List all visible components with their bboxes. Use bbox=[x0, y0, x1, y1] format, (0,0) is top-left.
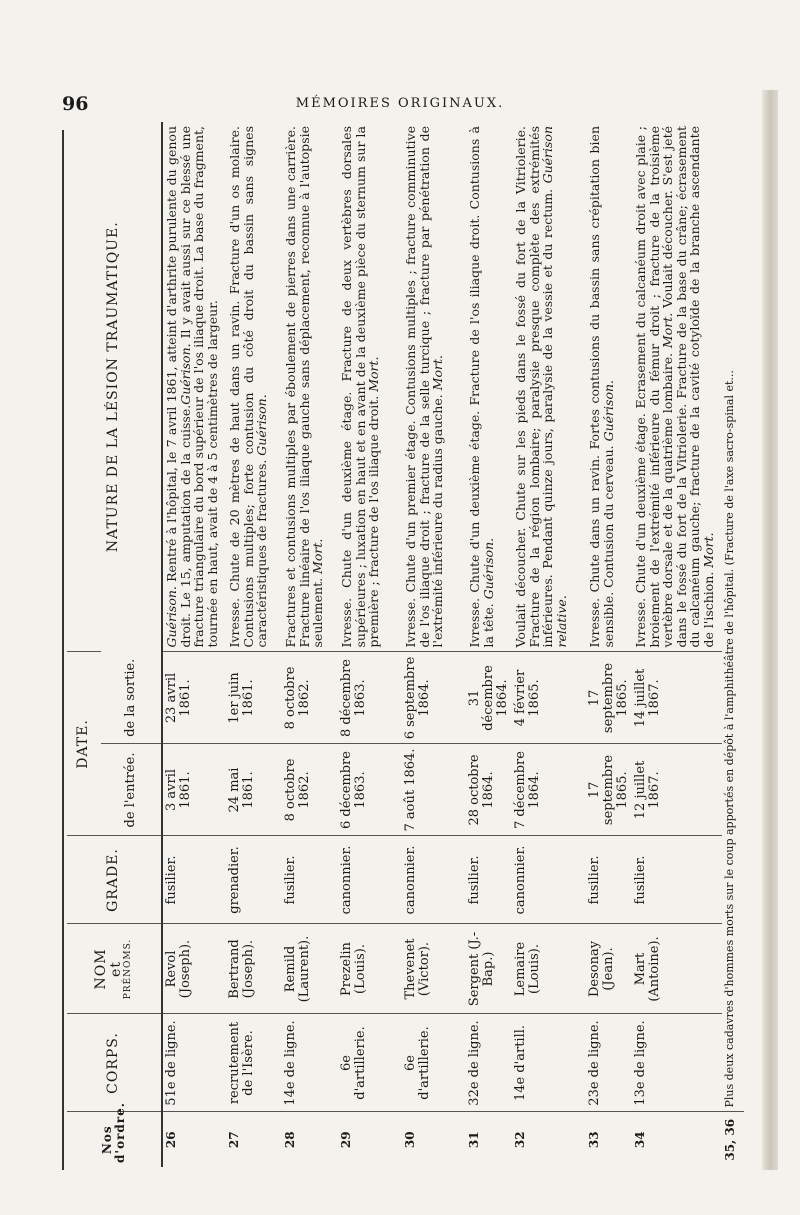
nom-cell: Prezelin (Louis). bbox=[338, 924, 402, 1014]
corps-cell: 6e d'artillerie. bbox=[402, 1014, 466, 1112]
header-num: Nos d'ordre. bbox=[67, 1112, 162, 1167]
nature-cell bbox=[466, 122, 512, 652]
row-number-cell: 26 bbox=[162, 1112, 226, 1167]
corps-cell: 32e de ligne. bbox=[466, 1014, 512, 1112]
outcome-text: Mort. bbox=[310, 538, 325, 574]
row-number-cell: 35, 36 bbox=[722, 1112, 744, 1167]
table-row bbox=[226, 122, 282, 1167]
row-number-cell: 27 bbox=[226, 1112, 282, 1167]
lesion-text: Voulait découcher. Chute sur les pieds dans le fossé du fort de la Vitriolerie. Fracture de la région lombaire; paralysie presque complète des extrémités inférieures. Pendant quinze jours, paralysie de la vessie et du rectum. bbox=[513, 126, 556, 648]
grade-cell: fusilier. bbox=[282, 836, 338, 924]
row-number-cell: 31 bbox=[466, 1112, 512, 1167]
outcome-text: Guérison. bbox=[177, 343, 193, 405]
grade-cell: canonnier. bbox=[402, 836, 466, 924]
row-number-cell: 34 bbox=[632, 1112, 722, 1167]
grade-cell: fusilier. bbox=[586, 836, 632, 924]
nature-cell bbox=[402, 122, 466, 652]
grade-cell: grenadier. bbox=[226, 836, 282, 924]
nature-cell bbox=[338, 122, 402, 652]
table-row bbox=[632, 122, 722, 1167]
sortie-cell: 23 avril 1861. bbox=[162, 652, 226, 744]
table-row bbox=[282, 122, 338, 1167]
table-left-rule bbox=[62, 130, 64, 1170]
header-nature: NATURE DE LA LÉSION TRAUMATIQUE. bbox=[67, 122, 162, 652]
page-number: 96 bbox=[62, 93, 89, 115]
row-number-cell: 29 bbox=[338, 1112, 402, 1167]
grade-cell: canonnier. bbox=[338, 836, 402, 924]
nature-cell bbox=[632, 122, 722, 652]
nom-cell: Bertrand (Joseph). bbox=[226, 924, 282, 1014]
entree-cell: 8 octobre 1862. bbox=[282, 744, 338, 836]
table-row bbox=[402, 122, 466, 1167]
sortie-cell: 17 septembre 1865. bbox=[586, 652, 632, 744]
lesion-text: Ivresse. Chute d'un premier étage. Contusions multiples ; fracture comminutive de l'os iliaque droit ; fracture de la selle turcique ; fracture par pénétration de l'extrémité inférieure du radius gauche. bbox=[403, 126, 445, 648]
nature-cell bbox=[226, 122, 282, 652]
sortie-cell: 1er juin 1861. bbox=[226, 652, 282, 744]
header-nom-line2: et bbox=[108, 961, 125, 977]
header-corps: CORPS. bbox=[67, 1014, 162, 1112]
outcome-text: Guérison. bbox=[164, 586, 179, 648]
outcome-text: Mort. bbox=[366, 356, 381, 392]
header-grade: GRADE. bbox=[67, 836, 162, 924]
corps-cell: 6e d'artillerie. bbox=[338, 1014, 402, 1112]
corps-cell: 23e de ligne. bbox=[586, 1014, 632, 1112]
lesion-text: Il y avait aussi sur ce blessé une fracture triangulaire du bord supérieur de l'os iliaque droit. La base du fragment, tournée en haut, avait de 4 à 5 centimètres de largeur. bbox=[177, 126, 220, 648]
outcome-text: Mort. bbox=[430, 355, 445, 391]
entree-cell: 12 juillet 1867. bbox=[632, 744, 722, 836]
lesion-text: Ivresse. Chute d'un deuxième étage. Ecrasement du calcanéum droit avec plaie ; broiement de l'extrémité inférieure du fémur droit ; fracture de la troisième vertèbre dorsale et de la quatrième lombaire. bbox=[633, 126, 676, 648]
nom-cell: Revol (Joseph). bbox=[162, 924, 226, 1014]
row-number-cell: 33 bbox=[586, 1112, 632, 1167]
entree-cell: 17 septembre 1865. bbox=[586, 744, 632, 836]
nom-cell: Desonay (Jean). bbox=[586, 924, 632, 1014]
table-body bbox=[162, 122, 744, 1167]
row-number-cell: 32 bbox=[512, 1112, 586, 1167]
nom-cell: Remild (Laurent). bbox=[282, 924, 338, 1014]
header-sortie: de la sortie. bbox=[101, 652, 162, 744]
table-row bbox=[722, 122, 744, 1167]
sortie-cell: 6 septembre 1864. bbox=[402, 652, 466, 744]
sortie-cell: 8 décembre 1863. bbox=[338, 652, 402, 744]
corps-cell: 14e d'artill. bbox=[512, 1014, 586, 1112]
outcome-text: Mort. bbox=[700, 532, 716, 568]
grade-cell: fusilier. bbox=[162, 836, 226, 924]
lesion-text: Ivresse. Chute d'un deuxième étage. Fracture de l'os iliaque droit. Contusions à la tête. bbox=[467, 126, 496, 648]
nom-cell: Thevenet (Victor). bbox=[402, 924, 466, 1014]
grade-cell: fusilier. bbox=[466, 836, 512, 924]
corps-cell: 13e de ligne. bbox=[632, 1014, 722, 1112]
grade-cell: fusilier. bbox=[632, 836, 722, 924]
table-row bbox=[338, 122, 402, 1167]
nature-cell bbox=[512, 122, 586, 652]
scan-edge bbox=[762, 90, 778, 1170]
nature-cell bbox=[282, 122, 338, 652]
nature-cell bbox=[162, 122, 226, 652]
table-row bbox=[466, 122, 512, 1167]
nom-cell: Mart (Antoine). bbox=[632, 924, 722, 1014]
lesion-text: Rentré à l'hôpital, le 7 avril 1861, atteint d'arthrite purulente du genou droit. Le 15, amputation de la cuisse. bbox=[164, 126, 193, 648]
header-nom-line1: NOM bbox=[93, 948, 110, 990]
table-row bbox=[162, 122, 226, 1167]
outcome-text: Guérison. bbox=[480, 537, 496, 600]
table-row bbox=[512, 122, 586, 1167]
footnote-cell: Plus deux cadavres d'hommes morts sur le coup apportés en dépôt à l'amphithéâtre de l'hôpital. (Fracture de l'axe sacro-spinal et... bbox=[723, 370, 737, 1108]
entree-cell: 6 décembre 1863. bbox=[338, 744, 402, 836]
lesion-text: Fractures et contusions multiples par éboulement de pierres dans une carrière. Fracture linéaire de l'os iliaque gauche sans déplacement, reconnue à l'autopsie seulement. bbox=[283, 126, 325, 648]
outcome-text: Guérison. bbox=[600, 380, 616, 442]
nom-cell: Lemaire (Louis). bbox=[512, 924, 586, 1014]
entree-cell: 24 mai 1861. bbox=[226, 744, 282, 836]
sortie-cell: 4 février 1865. bbox=[512, 652, 586, 744]
sortie-cell: 14 juillet 1867. bbox=[632, 652, 722, 744]
running-title: MÉMOIRES ORIGINAUX. bbox=[295, 96, 505, 111]
header-nom-line3: PRÉNOMS. bbox=[123, 938, 134, 1000]
row-number-cell: 30 bbox=[402, 1112, 466, 1167]
table-row bbox=[586, 122, 632, 1167]
header-date: DATE. bbox=[67, 652, 101, 836]
lesion-text: Ivresse. Chute d'un deuxième étage. Fracture de deux vertèbres dorsales supérieures ; luxation en haut et en avant de la deuxième pièce du sternum sur la première ; fracture de l'os iliaque droit. bbox=[339, 126, 381, 648]
row-number-cell: 28 bbox=[282, 1112, 338, 1167]
corps-cell: 51e de ligne. bbox=[162, 1014, 226, 1112]
lesion-table bbox=[67, 122, 744, 1167]
sortie-cell: 8 octobre 1862. bbox=[282, 652, 338, 744]
corps-cell: recrutement de l'Isère. bbox=[226, 1014, 282, 1112]
outcome-text: Guérison. bbox=[254, 394, 269, 456]
rotated-table-wrapper bbox=[67, 122, 743, 1167]
lesion-text: Voulait découcher. S'est jeté dans le fossé du fort de la Vitriolerie. Fracture de la base du crâne; écrasement du calcanéum gauche; fracture de la cavité cotyloïde de la branche ascendante de l'ischion. bbox=[660, 126, 716, 648]
entree-cell: 3 avril 1861. bbox=[162, 744, 226, 836]
entree-cell: 7 décembre 1864. bbox=[512, 744, 586, 836]
outcome-text: Guérison relative. bbox=[540, 126, 569, 648]
sortie-cell: 31 décembre 1864. bbox=[466, 652, 512, 744]
entree-cell: 7 août 1864. bbox=[402, 744, 466, 836]
nature-cell bbox=[586, 122, 632, 652]
grade-cell: canonnier. bbox=[512, 836, 586, 924]
corps-cell: 14e de ligne. bbox=[282, 1014, 338, 1112]
entree-cell: 28 octobre 1864. bbox=[466, 744, 512, 836]
lesion-text: Ivresse. Chute dans un ravin. Fortes contusions du bassin sans crépitation bien sensible. Contusion du cerveau. bbox=[587, 126, 616, 648]
outcome-text: Mort. bbox=[660, 312, 676, 349]
header-entree: de l'entrée. bbox=[101, 744, 162, 836]
lesion-text: Ivresse. Chute de 20 mètres de haut dans un ravin. Fracture d'un os molaire. Contusions multiples; forte contusion du côté droit du bassin sans signes caractéristiques de fractures. bbox=[227, 126, 269, 648]
nom-cell: Sergent (J.-Bap.) bbox=[466, 924, 512, 1014]
header-nom bbox=[67, 924, 162, 1014]
